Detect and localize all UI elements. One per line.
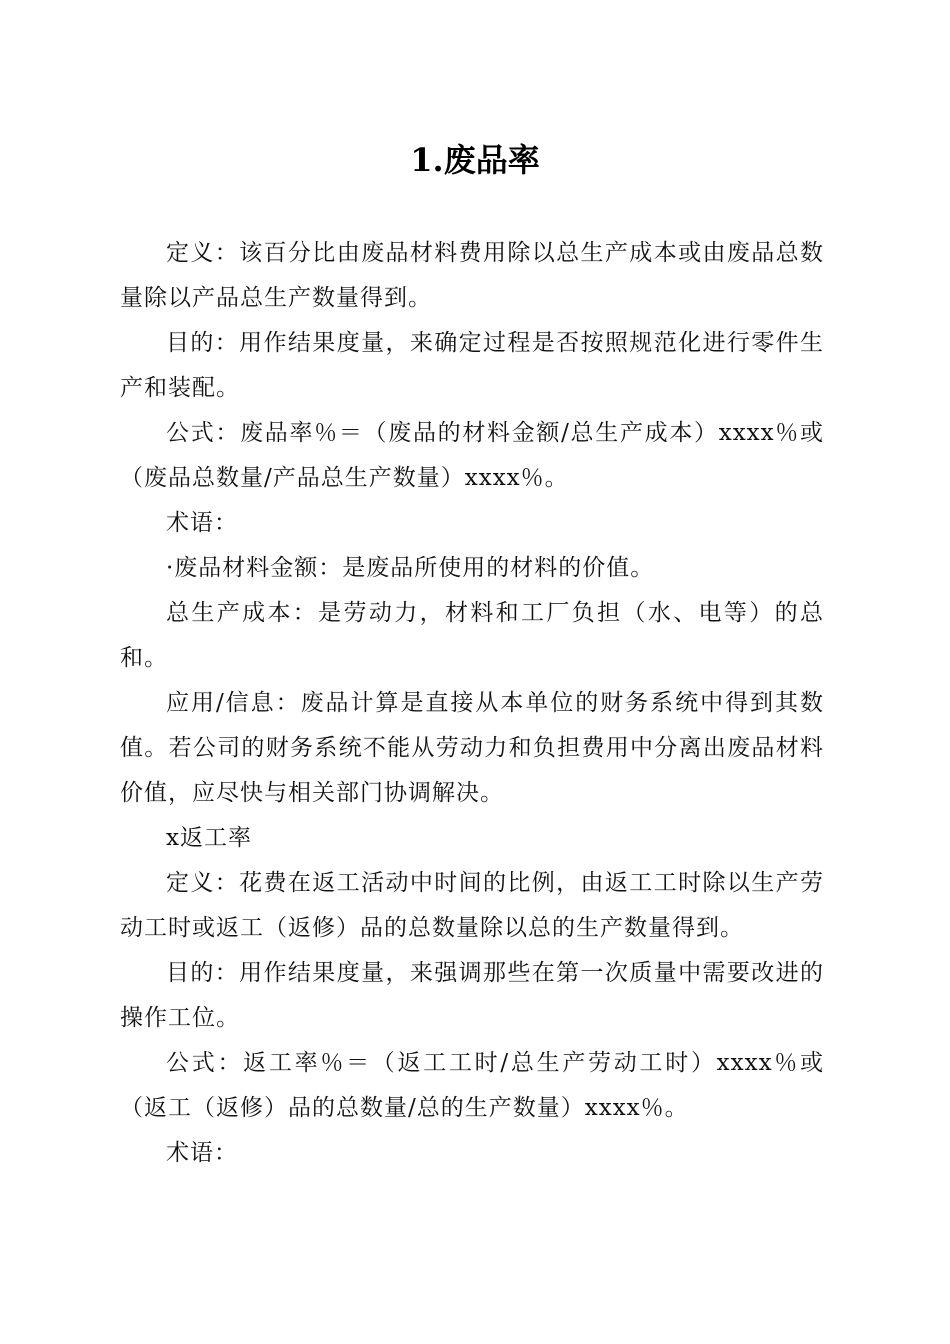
paragraph-scrap-material-term: ·废品材料金额：是废品所使用的材料的价值。 [166,555,655,581]
paragraph-scrap-definition: 定义：该百分比由废品材料费用除以总生产成本或由废品总数量除以产品总生产数量得到。 [120,240,824,311]
paragraph-rework-definition: 定义：花费在返工活动中时间的比例，由返工工时除以生产劳动工时或返工（返修）品的总数量除以总的生产数量得到。 [120,870,824,941]
paragraph-rework-formula: 公式：返工率％＝（返工工时/总生产劳动工时）xxxx％或（返工（返修）品的总数量/总的生产数量）xxxx％。 [120,1050,824,1121]
paragraph-scrap-purpose: 目的：用作结果度量，来确定过程是否按照规范化进行零件生产和装配。 [120,330,824,401]
document-body [120,231,824,1176]
section-heading-rework-rate: x返工率 [166,825,252,851]
paragraph-scrap-terms-heading: 术语： [166,510,238,536]
document-title: 1.废品率 [410,141,540,179]
paragraph-scrap-formula: 公式：废品率％＝（废品的材料金额/总生产成本）xxxx％或（废品总数量/产品总生产数量）xxxx％。 [120,420,824,491]
paragraph-rework-terms-heading: 术语： [166,1140,238,1166]
paragraph-scrap-application: 应用/信息：废品计算是直接从本单位的财务系统中得到其数值。若公司的财务系统不能从劳动力和负担费用中分离出废品材料价值，应尽快与相关部门协调解决。 [120,690,824,806]
paragraph-rework-purpose: 目的：用作结果度量，来强调那些在第一次质量中需要改进的操作工位。 [120,960,824,1031]
paragraph-total-cost-term: 总生产成本：是劳动力，材料和工厂负担（水、电等）的总和。 [120,600,824,671]
